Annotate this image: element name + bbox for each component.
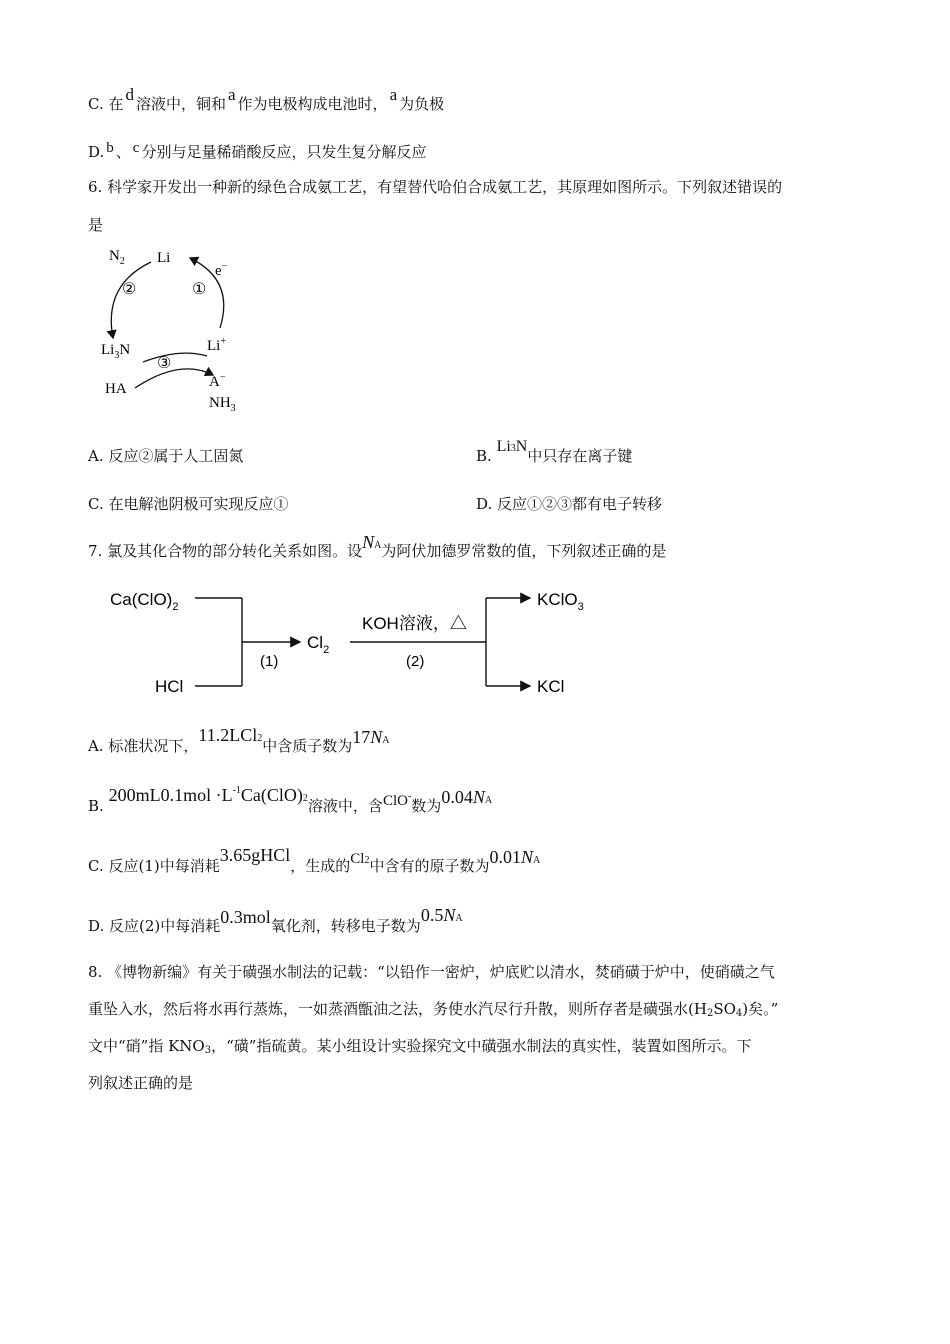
q7-d-quantity: 0.3mol bbox=[220, 907, 271, 927]
q7-a-prefix: A. 标准状况下， bbox=[88, 737, 199, 755]
q7-c-answer: 0.01NA bbox=[489, 847, 541, 867]
q7-stem bbox=[88, 532, 667, 564]
label-li-plus: Li+ bbox=[207, 336, 226, 354]
label-kcl: KCl bbox=[537, 677, 565, 696]
q7-option-c bbox=[88, 845, 541, 879]
q7-d-prefix: D. 反应(2)中每消耗 bbox=[88, 917, 221, 935]
var-a: a bbox=[389, 85, 398, 104]
q7-c-quantity: 3.65gHCl bbox=[219, 845, 291, 865]
label-li: Li bbox=[157, 250, 171, 266]
label-reaction2: (2) bbox=[406, 653, 425, 670]
label-caclo2: $Ca(ClO)_2$ bbox=[110, 590, 179, 613]
q5-option-d bbox=[88, 142, 426, 163]
formula-cl2: Cl2 bbox=[350, 851, 370, 867]
symbol-na: NA bbox=[362, 532, 382, 552]
q6-option-b bbox=[476, 438, 633, 469]
q5-c-text1: 溶液中，铜和 bbox=[135, 95, 226, 113]
q8-line1: 8. 《博物新编》有关于磺强水制法的记载：“以铅作一密炉，炉底贮以清水，焚硝磺于炉中，使硝磺之气 bbox=[88, 963, 775, 981]
q7-b-text2: 数为 bbox=[411, 797, 442, 815]
formula-clo-minus: ClO- bbox=[382, 791, 412, 809]
q5-d-sep: 、 bbox=[115, 143, 131, 161]
var-c: c bbox=[132, 140, 140, 156]
q7-stem-text: 为阿伏加德罗常数的值，下列叙述正确的是 bbox=[381, 542, 667, 560]
q7-a-quantity: 11.2LCl2 bbox=[198, 725, 263, 745]
q7-a-answer: 17NA bbox=[352, 727, 390, 747]
q5-option-c bbox=[88, 85, 445, 114]
q7-d-answer: 0.5NA bbox=[420, 905, 463, 925]
label-hcl: HCl bbox=[155, 677, 184, 696]
label-cl2: $Cl_2$ bbox=[307, 633, 330, 656]
label-n2: $N_2$ bbox=[109, 248, 125, 267]
q8-line4: 列叙述正确的是 bbox=[88, 1074, 194, 1092]
q5-c-text2: 作为电极构成电池时， bbox=[237, 95, 388, 113]
q7-stem-prefix: 7. 氯及其化合物的部分转化关系如图。设 bbox=[88, 542, 363, 560]
q7-b-answer: 0.04NA bbox=[441, 787, 493, 807]
q7-option-d bbox=[88, 905, 463, 939]
q7-c-prefix: C. 反应(1)中每消耗 bbox=[88, 857, 220, 875]
q6-option-d: D. 反应①②③都有电子转移 bbox=[476, 495, 663, 513]
q6-stem-line1: 6. 科学家开发出一种新的绿色合成氨工艺，有望替代哈伯合成氨工艺，其原理如图所示。下列叙述错误的 bbox=[88, 178, 783, 196]
q8-line2: 重坠入水，然后将水再行蒸炼，一如蒸酒甑油之法，务使水汽尽行升散，则所存者是磺强水(H2SO4)矣。” bbox=[88, 1000, 779, 1019]
q5-c-prefix: C. 在 bbox=[88, 95, 124, 113]
label-nh3: $NH_3$ bbox=[209, 395, 236, 414]
q7-flow-diagram bbox=[100, 582, 610, 702]
q7-b-text1: 溶液中，含 bbox=[307, 797, 383, 815]
label-kclo3: KClO$_3$ bbox=[537, 590, 584, 613]
label-electron: e− bbox=[215, 261, 228, 279]
q7-option-a bbox=[88, 725, 390, 759]
arrow-step2 bbox=[111, 262, 151, 338]
q7-option-b bbox=[88, 785, 493, 819]
q6-option-a: A. 反应②属于人工固氮 bbox=[88, 447, 244, 465]
q7-c-text1: ，生成的 bbox=[290, 857, 351, 875]
q5-d-prefix: D. bbox=[88, 143, 105, 161]
var-b: b bbox=[106, 140, 114, 156]
label-reaction1: (1) bbox=[260, 653, 279, 670]
q7-d-text: 氧化剂，转移电子数为 bbox=[270, 917, 421, 935]
arrow-step3 bbox=[135, 369, 213, 388]
q7-c-text2: 中含有的原子数为 bbox=[369, 857, 490, 875]
label-a-minus: A− bbox=[209, 372, 226, 390]
q5-c-text3: 为负极 bbox=[399, 95, 445, 113]
q6-b-text: 中只存在离子键 bbox=[527, 447, 633, 465]
label-li3n: $Li_3N$ bbox=[101, 342, 131, 361]
q7-b-quantity: $200mL0.1mol \cdot L^{-1}Ca(ClO)2$ bbox=[108, 785, 308, 805]
q8-line3: 文中“硝”指 KNO3，“磺”指硫黄。某小组设计实验探究文中磺强水制法的真实性，装置如图所示。下 bbox=[88, 1037, 752, 1056]
var-a: a bbox=[228, 85, 236, 104]
var-d: d bbox=[125, 85, 134, 104]
q5-d-text: 分别与足量稀硝酸反应，只发生复分解反应 bbox=[141, 143, 427, 161]
q7-a-text: 中含质子数为 bbox=[262, 737, 353, 755]
formula-li3n: Li3N bbox=[496, 438, 528, 455]
q6-option-c: C. 在电解池阴极可实现反应① bbox=[88, 495, 289, 513]
label-step2: ② bbox=[122, 281, 137, 298]
q6-stem-line2: 是 bbox=[88, 216, 104, 234]
label-koh-condition: KOH溶液，△ bbox=[362, 614, 467, 633]
arrow-step3-upper bbox=[143, 353, 207, 362]
q6-b-prefix: B. bbox=[476, 447, 492, 465]
label-ha: HA bbox=[105, 381, 127, 397]
label-step1: ① bbox=[192, 281, 207, 298]
q6-cycle-diagram bbox=[95, 240, 265, 415]
q7-b-prefix: B. bbox=[88, 797, 104, 815]
label-step3: ③ bbox=[157, 355, 172, 372]
